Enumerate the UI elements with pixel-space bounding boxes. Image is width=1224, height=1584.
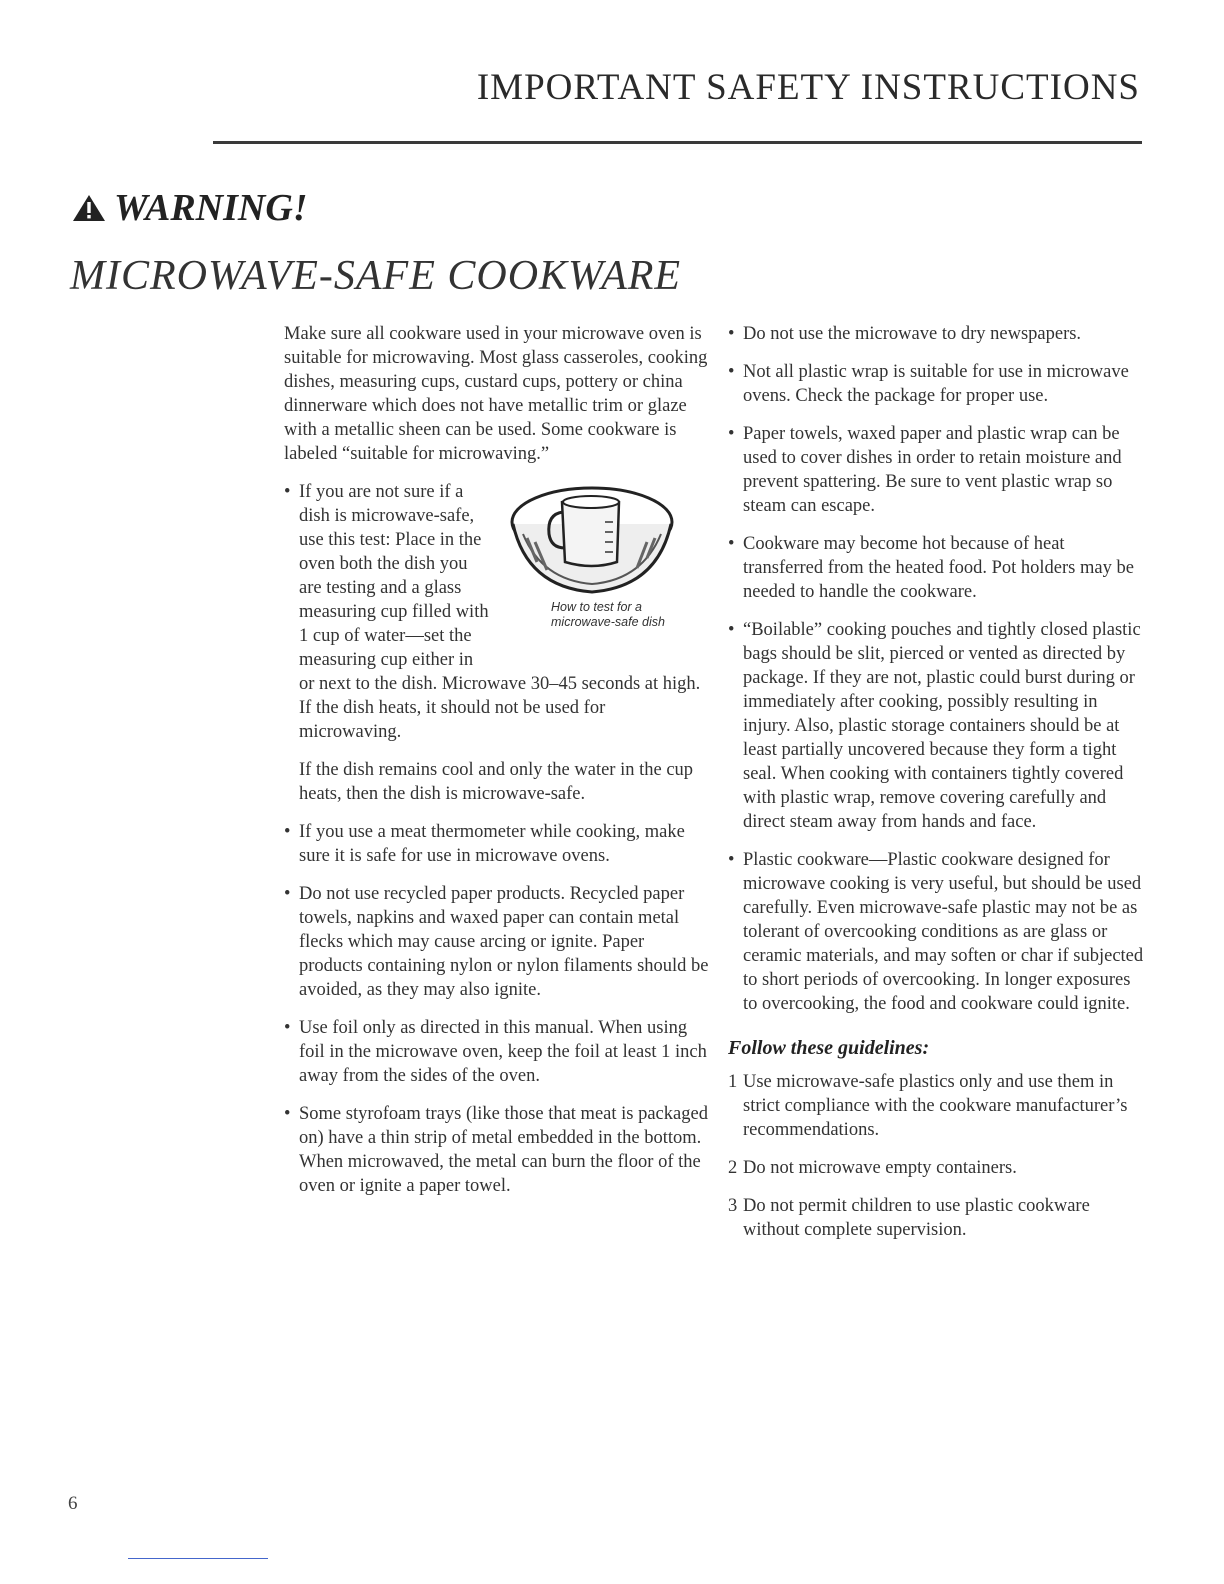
list-item: • If you use a meat thermometer while cooking, make sure it is safe for use in microwave ovens. bbox=[284, 820, 709, 868]
guideline-text: Do not permit children to use plastic cookware without complete supervision. bbox=[743, 1196, 1090, 1240]
guideline-item bbox=[728, 1156, 1148, 1180]
guideline-text: Do not microwave empty containers. bbox=[743, 1158, 1017, 1178]
warning-text: WARNING! bbox=[114, 187, 308, 229]
test-figure bbox=[499, 482, 709, 660]
section-title: MICROWAVE-SAFE COOKWARE bbox=[70, 253, 682, 299]
list-item: • Paper towels, waxed paper and plastic wrap can be used to cover dishes in order to retain moisture and prevent spattering. Be sure to vent plastic wrap so steam can escape. bbox=[728, 422, 1148, 518]
header-divider bbox=[213, 141, 1142, 144]
list-item: • Use foil only as directed in this manual. When using foil in the microwave oven, keep the foil at least 1 inch away from the sides of the oven. bbox=[284, 1016, 709, 1088]
left-column bbox=[284, 322, 709, 1212]
warning-triangle-icon bbox=[72, 194, 106, 222]
warning-heading bbox=[72, 186, 308, 230]
list-item: • Some styrofoam trays (like those that meat is packaged on) have a thin strip of metal embedded in the bottom. When microwaved, the metal can burn the floor of the oven or ignite a paper towel. bbox=[284, 1102, 709, 1198]
intro-paragraph: Make sure all cookware used in your microwave oven is suitable for microwaving. Most glass casseroles, cooking dishes, measuring cups, custard cups, pottery or china dinnerware which does not have metallic trim or glaze with a metallic sheen can be used. Some cookware is labeled “suitable for microwaving.” bbox=[284, 324, 708, 464]
dish-test-block bbox=[284, 480, 709, 744]
page-number: 6 bbox=[68, 1493, 78, 1514]
right-column bbox=[728, 322, 1148, 1256]
guidelines-heading: Follow these guidelines: bbox=[728, 1037, 930, 1059]
page-header-title: IMPORTANT SAFETY INSTRUCTIONS bbox=[476, 67, 1140, 108]
guideline-item bbox=[728, 1194, 1148, 1242]
list-item: • Do not use recycled paper products. Recycled paper towels, napkins and waxed paper can contain metal flecks which may cause arcing or ignite. Paper products containing nylon or nylon filaments should be avoided, as they may also ignite. bbox=[284, 882, 709, 1002]
list-item: • “Boilable” cooking pouches and tightly closed plastic bags should be slit, pierced or vented as directed by package. If they are not, plastic could burst during or immediately after cooking, possibly resulting in injury. Also, plastic storage containers should be at least partially uncovered because they form a tight seal. When cooking with containers tightly covered with plastic wrap, remove covering carefully and direct steam away from hands and face. bbox=[728, 618, 1148, 834]
guideline-number: 1 bbox=[728, 1072, 738, 1092]
list-item: • Do not use the microwave to dry newspapers. bbox=[728, 322, 1148, 346]
list-item: • Not all plastic wrap is suitable for use in microwave ovens. Check the package for proper use. bbox=[728, 360, 1148, 408]
bowl-and-measuring-cup-icon bbox=[507, 482, 677, 597]
list-item: • Plastic cookware—Plastic cookware designed for microwave cooking is very useful, but should be used carefully. Even microwave-safe plastic may not be as tolerant of overcooking conditions as are glass or ceramic materials, and may soften or char if subjected to short periods of overcooking. In longer exposures to overcooking, the food and cookware could ignite. bbox=[728, 848, 1148, 1016]
guideline-number: 3 bbox=[728, 1196, 738, 1216]
guideline-item bbox=[728, 1070, 1148, 1142]
footer-divider bbox=[128, 1558, 268, 1559]
guideline-number: 2 bbox=[728, 1158, 738, 1178]
figure-caption bbox=[551, 600, 711, 630]
figure-caption-line-2: microwave-safe dish bbox=[551, 615, 665, 629]
dish-test-result: If the dish remains cool and only the water in the cup heats, then the dish is microwave-safe. bbox=[299, 760, 694, 804]
list-item: • Cookware may become hot because of heat transferred from the heated food. Pot holders may be needed to handle the cookware. bbox=[728, 532, 1148, 604]
dish-test-text: If you are not sure if a dish is microwave-safe, use this test: Place in the oven both the dish you are testing and a glass measuring cup filled with 1 cup of water—set the measuring cup either in or next to the dish. Microwave 30–45 seconds at high. If the dish heats, it should not be used for microwaving. bbox=[299, 482, 701, 742]
figure-caption-line-1: • How to test for a bbox=[551, 600, 643, 614]
guideline-text: Use microwave-safe plastics only and use them in strict compliance with the cookware manufacturer’s recommendations. bbox=[743, 1072, 1128, 1140]
